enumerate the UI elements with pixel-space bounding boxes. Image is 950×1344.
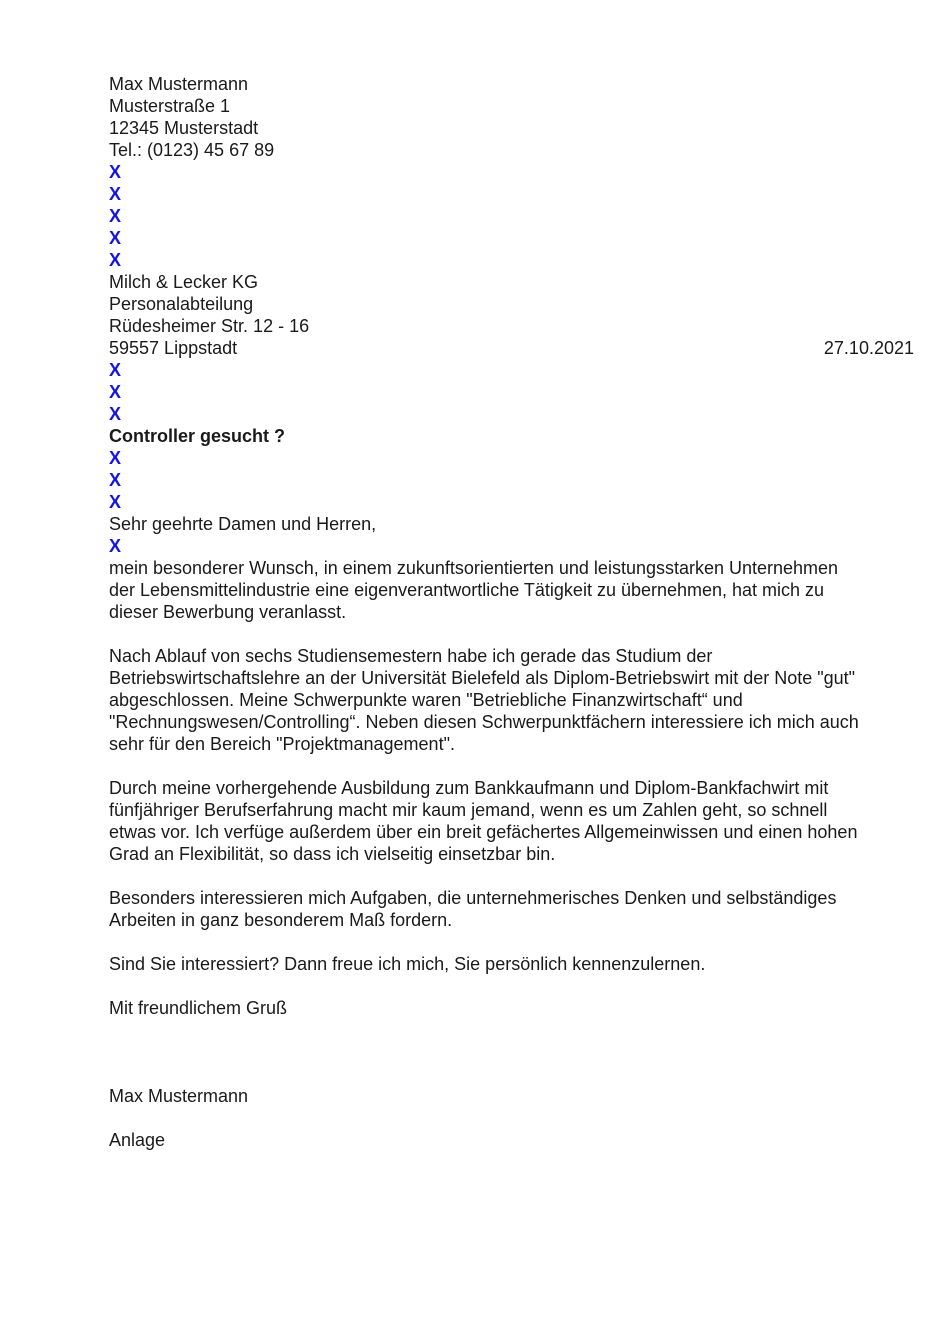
paragraph-line: Besonders interessieren mich Aufgaben, die unternehmerisches Denken und selbständiges xyxy=(109,888,837,908)
body-paragraph-2 xyxy=(109,645,914,755)
paragraph-line: der Lebensmittelindustrie eine eigenverantwortliche Tätigkeit zu übernehmen, hat mich zu xyxy=(109,580,825,600)
line-marker: X xyxy=(109,470,122,490)
recipient-block xyxy=(109,271,914,359)
recipient-street: Rüdesheimer Str. 12 - 16 xyxy=(109,316,310,336)
recipient-city-date-row xyxy=(109,337,914,359)
line-marker: X xyxy=(109,536,122,556)
line-marker: X xyxy=(109,162,122,182)
paragraph-line: Nach Ablauf von sechs Studiensemestern habe ich gerade das Studium der xyxy=(109,646,713,666)
paragraph-line: dieser Bewerbung veranlasst. xyxy=(109,602,347,622)
body-paragraph-4 xyxy=(109,887,914,931)
paragraph-line: sehr für den Bereich "Projektmanagement". xyxy=(109,734,455,754)
enclosure: Anlage xyxy=(109,1130,166,1150)
body-paragraph-1 xyxy=(109,557,914,623)
paragraph-line: Grad an Flexibilität, so dass ich vielseitig einsetzbar bin. xyxy=(109,844,556,864)
signature-name: Max Mustermann xyxy=(109,1086,249,1106)
line-marker: X xyxy=(109,382,122,402)
line-marker: X xyxy=(109,492,122,512)
salutation: Sehr geehrte Damen und Herren, xyxy=(109,514,377,534)
paragraph-line: fünfjähriger Berufserfahrung macht mir kaum jemand, wenn es um Zahlen geht, so schnell xyxy=(109,800,828,820)
line-marker: X xyxy=(109,250,122,270)
sender-block xyxy=(109,73,914,161)
paragraph-line: etwas vor. Ich verfüge außerdem über ein breit gefächertes Allgemeinwissen und einen hohen xyxy=(109,822,858,842)
paragraph-line: Arbeiten in ganz besonderem Maß fordern. xyxy=(109,910,453,930)
body-paragraph-3 xyxy=(109,777,914,865)
line-marker: X xyxy=(109,206,122,226)
paragraph-line: Durch meine vorhergehende Ausbildung zum Bankkaufmann und Diplom-Bankfachwirt mit xyxy=(109,778,829,798)
line-marker: X xyxy=(109,448,122,468)
body-paragraph-5 xyxy=(109,953,914,975)
letter-page xyxy=(109,73,914,1151)
sender-phone: Tel.: (0123) 45 67 89 xyxy=(109,140,275,160)
line-marker: X xyxy=(109,228,122,248)
paragraph-line: mein besonderer Wunsch, in einem zukunftsorientierten und leistungsstarken Unternehmen xyxy=(109,558,839,578)
sender-city: 12345 Musterstadt xyxy=(109,118,259,138)
sender-street: Musterstraße 1 xyxy=(109,96,231,116)
paragraph-line: "Rechnungswesen/Controlling“. Neben diesen Schwerpunktfächern interessiere ich mich auch xyxy=(109,712,859,732)
line-marker: X xyxy=(109,360,122,380)
paragraph-line: Betriebswirtschaftslehre an der Universität Bielefeld als Diplom-Betriebswirt mit der Note "gut" xyxy=(109,668,856,688)
sender-name: Max Mustermann xyxy=(109,74,249,94)
recipient-city: 59557 Lippstadt xyxy=(109,338,238,358)
paragraph-line: Sind Sie interessiert? Dann freue ich mich, Sie persönlich kennenzulernen. xyxy=(109,954,706,974)
letter-date: 27.10.2021 xyxy=(823,338,914,358)
closing: Mit freundlichem Gruß xyxy=(109,998,288,1018)
subject-line: Controller gesucht ? xyxy=(109,426,286,446)
line-marker: X xyxy=(109,404,122,424)
recipient-department: Personalabteilung xyxy=(109,294,254,314)
line-marker: X xyxy=(109,184,122,204)
recipient-company: Milch & Lecker KG xyxy=(109,272,259,292)
paragraph-line: abgeschlossen. Meine Schwerpunkte waren "Betriebliche Finanzwirtschaft“ und xyxy=(109,690,743,710)
